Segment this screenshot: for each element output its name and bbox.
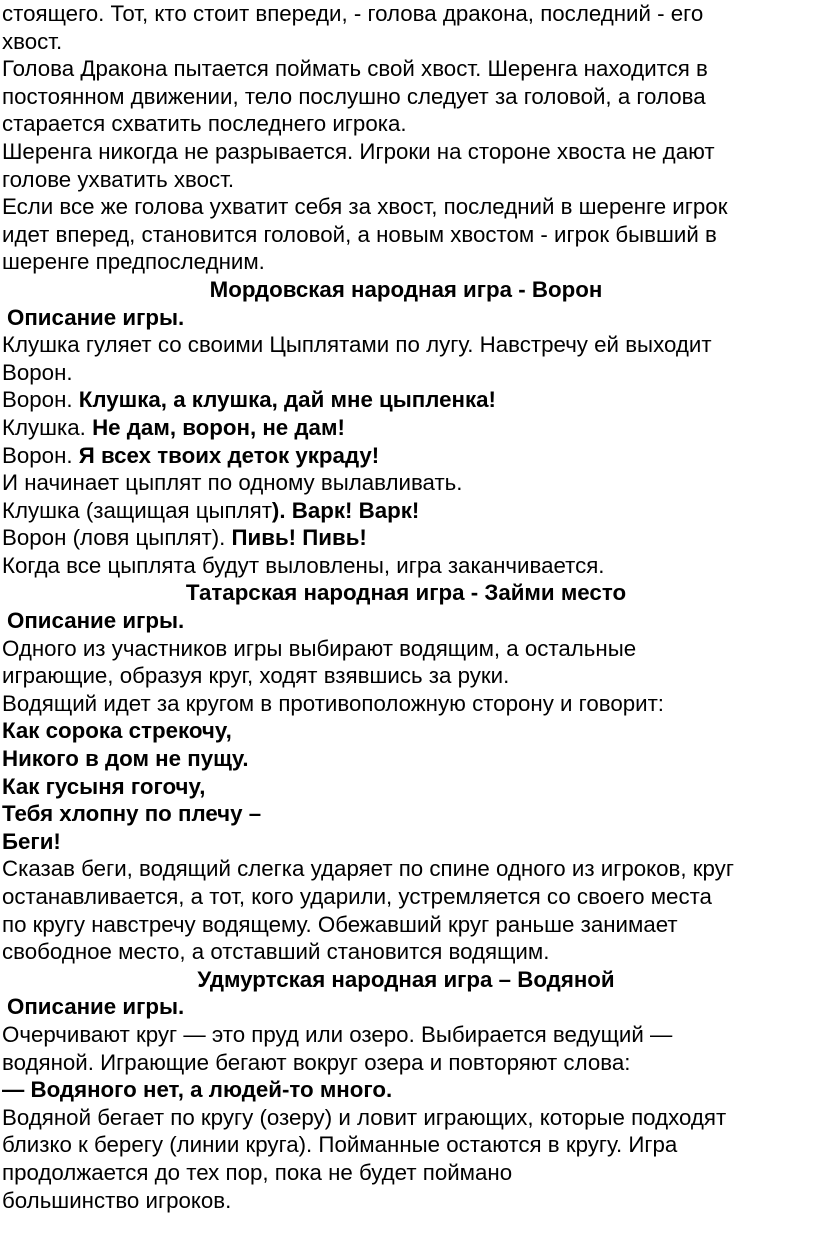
chant-line xyxy=(2,1076,810,1104)
verse-line xyxy=(2,717,810,745)
description-label xyxy=(2,304,810,332)
text-line: стоящего. Тот, кто стоит впереди, - голова дракона, последний - его xyxy=(2,1,704,26)
text-line: Одного из участников игры выбирают водящим, а остальные xyxy=(2,635,637,661)
spoken-line: ). Варк! Варк! xyxy=(271,497,420,523)
text-line: Шеренга никогда не разрывается. Игроки на стороне хвоста не дают xyxy=(2,138,715,164)
text-line: хвост. xyxy=(2,28,63,54)
verse-text: Как гусыня гогочу, xyxy=(2,773,206,799)
section-heading xyxy=(2,966,810,994)
text-line: близко к берегу (линии круга). Пойманные остаются в кругу. Игра xyxy=(2,1132,678,1158)
spoken-line: Я всех твоих деток украду! xyxy=(78,442,380,468)
text-line: по кругу навстречу водящему. Обежавший круг раньше занимает xyxy=(2,911,678,937)
heading-text: Татарская народная игра - Займи место xyxy=(185,580,627,606)
verse-line xyxy=(2,800,810,828)
spoken-line: Клушка, а клушка, дай мне цыпленка! xyxy=(78,387,496,413)
description-label xyxy=(2,993,810,1021)
text-line: шеренге предпоследним. xyxy=(2,249,265,275)
dialogue-line xyxy=(2,524,810,552)
text-line: играющие, образуя круг, ходят взявшись за руки. xyxy=(2,663,510,689)
text-line: большинство игроков. xyxy=(2,1187,232,1213)
dialogue-line xyxy=(2,497,810,525)
text-line: продолжается до тех пор, пока не будет поймано xyxy=(2,1159,513,1185)
text-line: останавливается, а тот, кого ударили, устремляется со своего места xyxy=(2,884,712,909)
text-line: Когда все цыплята будут выловлены, игра заканчивается. xyxy=(2,552,605,578)
text-line: Клушка гуляет со своими Цыплятами по лугу. Навстречу ей выходит xyxy=(2,332,712,358)
text-line: свободное место, а отставший становится водящим. xyxy=(2,939,550,965)
verse-text: Никого в дом не пущу. xyxy=(2,746,249,772)
speaker: Ворон. xyxy=(2,387,79,413)
text-line: Очерчивают круг — это пруд или озеро. Выбирается ведущий — xyxy=(2,1021,673,1047)
verse-line xyxy=(2,773,810,801)
speaker: Клушка (защищая цыплят xyxy=(2,497,272,523)
verse-line xyxy=(2,745,810,773)
verse-text: Беги! xyxy=(2,828,61,854)
text-line: Водящий идет за кругом в противоположную сторону и говорит: xyxy=(2,690,664,716)
text-line: идет вперед, становится головой, а новым хвостом - игрок бывший в xyxy=(2,221,717,247)
description-label-text: Описание игры. xyxy=(7,608,185,634)
dialogue-line xyxy=(2,414,810,442)
text-line: водяной. Играющие бегают вокруг озера и повторяют слова: xyxy=(2,1049,631,1075)
chant-text: — Водяного нет, а людей-то много. xyxy=(2,1077,393,1103)
description-label-text: Описание игры. xyxy=(7,304,185,330)
text-line: Если все же голова ухватит себя за хвост, последний в шеренге игрок xyxy=(2,194,728,220)
dialogue-line xyxy=(2,386,810,414)
description-label-text: Описание игры. xyxy=(7,994,185,1020)
text-line: Голова Дракона пытается поймать свой хвост. Шеренга находится в xyxy=(2,56,708,82)
text-line: старается схватить последнего игрока. xyxy=(2,111,407,137)
text-line: Сказав беги, водящий слегка ударяет по спине одного из игроков, круг xyxy=(2,856,734,882)
text-line: И начинает цыплят по одному вылавливать. xyxy=(2,470,463,496)
heading-text: Мордовская народная игра - Ворон xyxy=(209,276,603,302)
speaker: Ворон (ловя цыплят). xyxy=(2,525,232,551)
spoken-line: Не дам, ворон, не дам! xyxy=(92,414,345,440)
verse-line xyxy=(2,828,810,856)
text-line: постоянном движении, тело послушно следует за головой, а голова xyxy=(2,83,706,109)
verse-text: Тебя хлопну по плечу – xyxy=(2,801,262,827)
text-line: Водяной бегает по кругу (озеру) и ловит играющих, которые подходят xyxy=(2,1104,727,1130)
speaker: Клушка. xyxy=(2,414,93,440)
description-label xyxy=(2,607,810,635)
verse-text: Как сорока стрекочу, xyxy=(2,718,232,744)
spoken-line: Пивь! Пивь! xyxy=(231,525,367,551)
speaker: Ворон. xyxy=(2,442,79,468)
section-heading xyxy=(2,579,810,607)
text-line: Ворон. xyxy=(2,359,73,385)
heading-text: Удмуртская народная игра – Водяной xyxy=(197,966,615,992)
dialogue-line xyxy=(2,442,810,470)
text-line: голове ухватить хвост. xyxy=(2,166,235,192)
section-heading xyxy=(2,276,810,304)
